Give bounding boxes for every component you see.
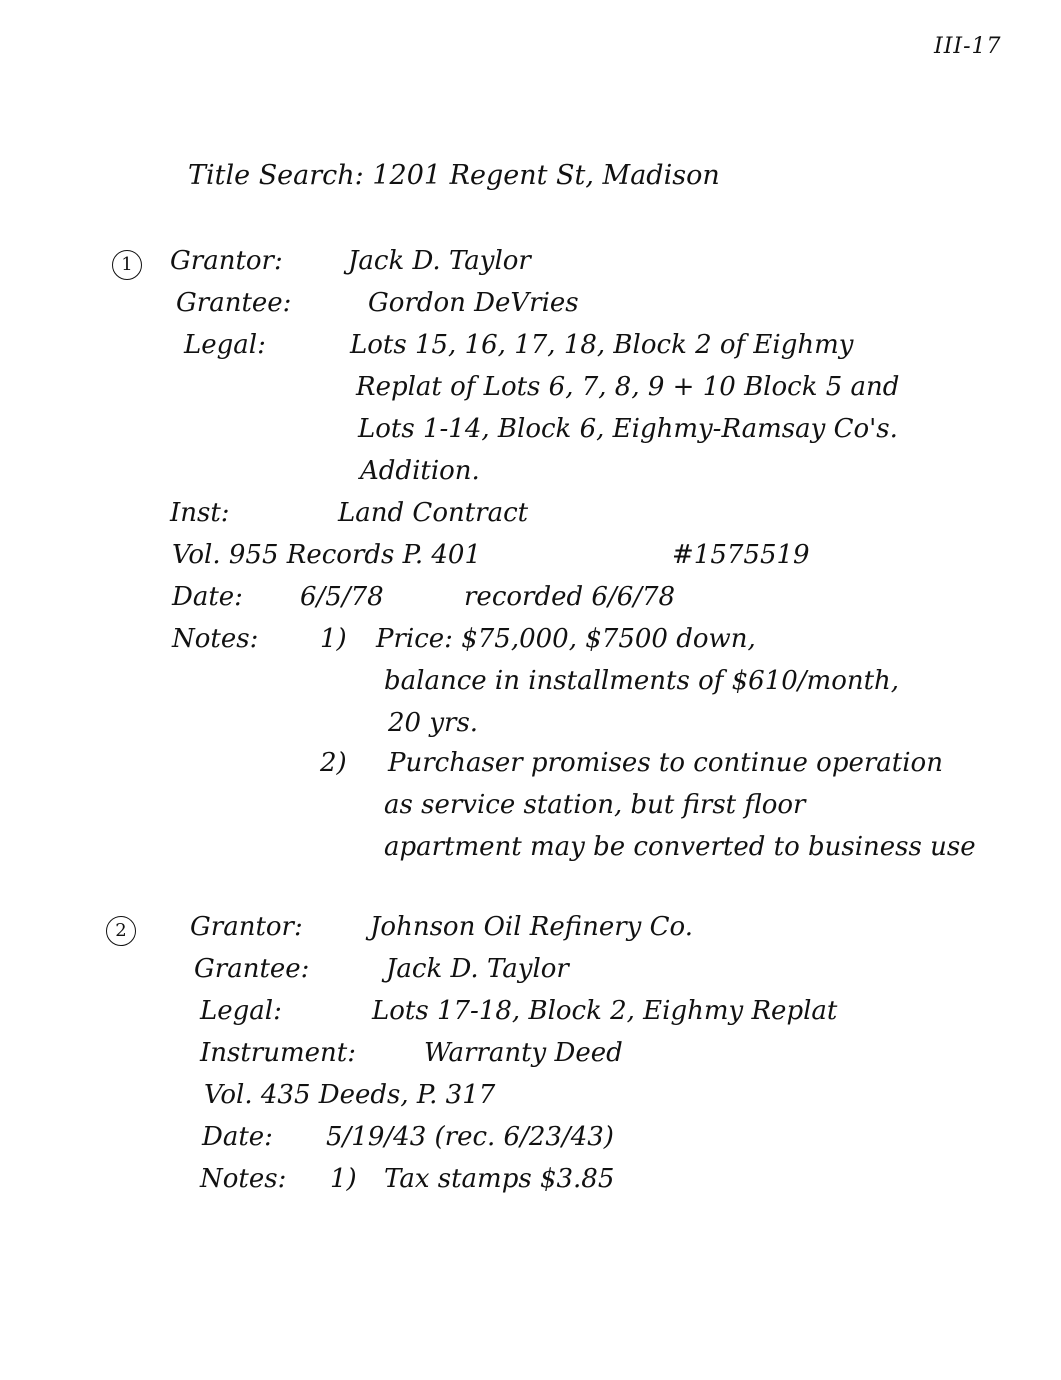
notes-row — [172, 624, 756, 654]
grantee-value: Gordon DeVries — [368, 288, 579, 318]
document-number: #1575519 — [672, 540, 810, 570]
recorded-value: recorded 6/6/78 — [464, 582, 676, 612]
note-number: 2) — [320, 748, 347, 778]
volume-value: Vol. 955 Records P. 401 — [172, 540, 482, 570]
grantor-row — [170, 246, 531, 276]
note-number: 1) — [320, 624, 347, 654]
note-row — [320, 748, 943, 778]
entry-number-circle: 1 — [112, 250, 142, 280]
legal-line: Replat of Lots 6, 7, 8, 9 + 10 Block 5 and — [356, 372, 900, 402]
grantee-row — [194, 954, 569, 984]
legal-line: Lots 1-14, Block 6, Eighmy-Ramsay Co's. — [358, 414, 898, 444]
grantee-label: Grantee: — [194, 954, 310, 984]
notes-label: Notes: — [200, 1164, 287, 1194]
grantor-label: Grantor: — [170, 246, 283, 276]
date-label: Date: — [172, 582, 243, 612]
page-number: III-17 — [934, 34, 1002, 59]
grantee-label: Grantee: — [176, 288, 292, 318]
legal-value: Lots 17-18, Block 2, Eighmy Replat — [372, 996, 838, 1026]
note-line: balance in installments of $610/month, — [384, 666, 900, 696]
instrument-label: Instrument: — [200, 1038, 356, 1068]
instrument-value: Land Contract — [338, 498, 529, 528]
grantee-row — [176, 288, 579, 318]
notes-label: Notes: — [172, 624, 259, 654]
grantor-label: Grantor: — [190, 912, 303, 942]
note-line: Purchaser promises to continue operation — [388, 748, 943, 778]
date-label: Date: — [202, 1122, 273, 1152]
entry-number-circle: 2 — [106, 916, 136, 946]
note-line: apartment may be converted to business use — [384, 832, 976, 862]
date-row — [202, 1122, 614, 1152]
date-row — [172, 582, 675, 612]
page-title: Title Search: 1201 Regent St, Madison — [188, 160, 720, 191]
legal-row — [200, 996, 837, 1026]
note-line: Tax stamps $3.85 — [384, 1164, 615, 1194]
note-line: 20 yrs. — [388, 708, 479, 738]
instrument-label: Inst: — [170, 498, 230, 528]
volume-row — [172, 540, 810, 570]
grantee-value: Jack D. Taylor — [386, 954, 569, 984]
instrument-row — [200, 1038, 623, 1068]
notes-row — [200, 1164, 614, 1194]
date-value: 6/5/78 — [300, 582, 384, 612]
volume-value: Vol. 435 Deeds, P. 317 — [204, 1080, 496, 1110]
grantor-row — [190, 912, 693, 942]
legal-label: Legal: — [184, 330, 266, 360]
note-line: as service station, but first floor — [384, 790, 806, 820]
grantor-value: Johnson Oil Refinery Co. — [370, 912, 693, 942]
instrument-row — [170, 498, 528, 528]
legal-label: Legal: — [200, 996, 282, 1026]
note-number: 1) — [330, 1164, 357, 1194]
note-line: Price: $75,000, $7500 down, — [376, 624, 756, 654]
legal-row — [184, 330, 853, 360]
legal-line: Lots 15, 16, 17, 18, Block 2 of Eighmy — [350, 330, 854, 360]
legal-line: Addition. — [360, 456, 480, 486]
instrument-value: Warranty Deed — [424, 1038, 623, 1068]
grantor-value: Jack D. Taylor — [348, 246, 531, 276]
date-value: 5/19/43 (rec. 6/23/43) — [326, 1122, 614, 1152]
